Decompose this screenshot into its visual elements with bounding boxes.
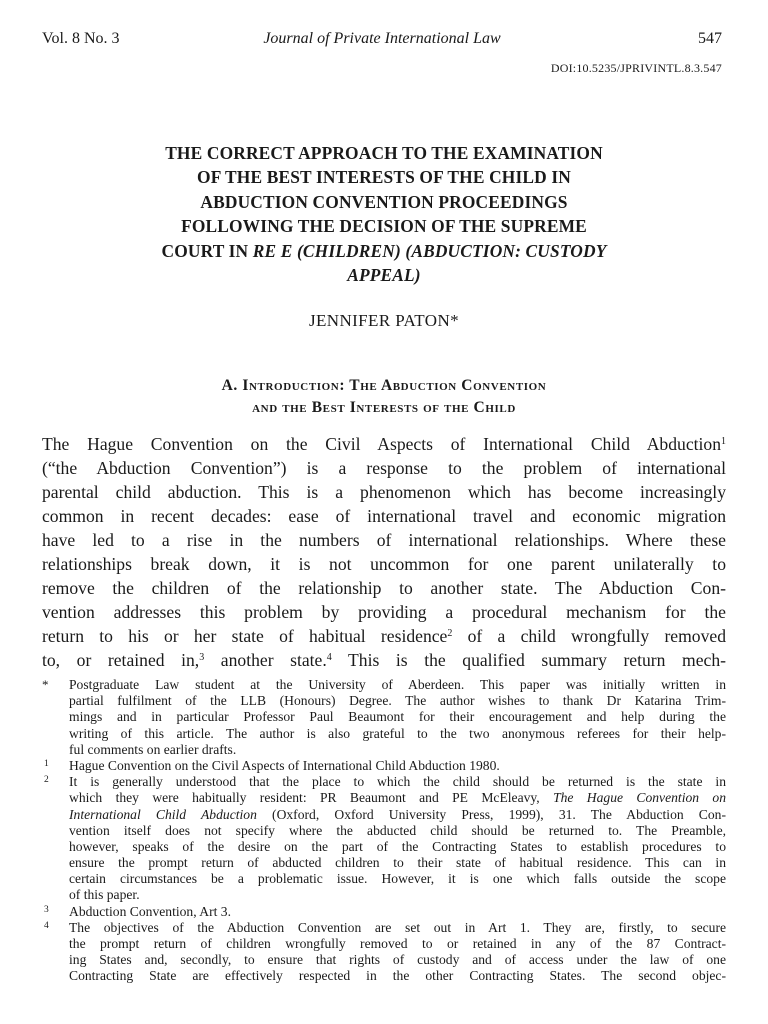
footnote-line: It is generally understood that the place to which the child should be returned is the state in [69,774,726,790]
doi: DOI:10.5235/JPRIVINTL.8.3.547 [550,61,722,75]
article-title [80,141,688,287]
body-line: have led to a rise in the numbers of international relationships. Where these [42,530,726,550]
footnote-mark: 2 [44,775,49,786]
body-line [42,648,726,672]
footnote-line: writing of this article. The author is also grateful to the two anonymous referees for their help- [69,725,726,741]
body-text: return to his or her state of habitual residence [42,626,448,646]
case-name: RE E (CHILDREN) (ABDUCTION: CUSTODY [252,240,607,261]
title-text: COURT IN [161,240,253,261]
footnotes [42,677,726,985]
footnote-line: Postgraduate Law student at the University of Aberdeen. This paper was initially written in [69,677,726,692]
footnote-ref[interactable]: 4 [326,652,332,663]
body-line: vention addresses this problem by providing a procedural mechanism for the [42,602,726,622]
book-title: International Child Abduction [69,806,257,822]
footnote-line: certain circumstances be a problematic issue. However, it is one which falls outside the scope [69,871,726,887]
body-line: relationships break down, it is not uncommon for one parent unilaterally to [42,554,726,574]
body-line [42,624,726,648]
footnote-ref[interactable]: 3 [199,652,205,663]
footnote-line: partial fulfilment of the LLB (Honours) Degree. The author wishes to thank Dr Katarina Trim- [69,693,726,709]
title-line: OF THE BEST INTERESTS OF THE CHILD IN [197,167,571,188]
footnote-ref[interactable]: 2 [447,628,453,639]
body-line: parental child abduction. This is a phenomenon which has become increasingly [42,482,726,502]
page-number: 547 [698,30,722,47]
body-text: to, or retained in, [42,650,200,670]
body-text: This is the qualified summary return mech- [331,650,726,670]
footnote-mark: * [42,677,49,692]
section-heading-line: A. Introduction: The Abduction Convention [221,377,547,394]
footnote-4 [42,920,726,985]
footnote-line [69,807,726,823]
footnote-line: Contracting State are effectively respected in the other Contracting States. The second objec- [69,968,726,984]
footnote-line: Hague Convention on the Civil Aspects of International Child Abduction 1980. [69,757,500,773]
title-line: THE CORRECT APPROACH TO THE EXAMINATION [165,143,603,163]
footnote-text: which they were habitually resident: PR Beaumont and PE McEleavy, [69,790,554,806]
book-title: The Hague Convention on [553,790,727,806]
footnote-line: The objectives of the Abduction Convention are set out in Art 1. They are, firstly, to secure [69,919,726,935]
body-line: common in recent decades: ease of international travel and economic migration [42,506,726,526]
footnote-line: ing States and, secondly, to ensure that rights of custody and of access under the law of one [69,952,726,968]
footnote-ref[interactable]: 1 [721,436,726,447]
footnote-line [69,790,726,806]
volume-issue: Vol. 8 No. 3 [42,30,120,47]
footnote-line: vention itself does not specify where the abducted child should be returned to. The Preamble, [69,822,726,838]
title-line [80,239,688,263]
body-text: The Hague Convention on the Civil Aspects of International Child Abduction [42,434,721,454]
body-line [42,432,726,456]
footnote-mark: 3 [44,904,49,915]
footnote-line: however, speaks of the desire on the part of the Contracting States to establish procedures to [69,838,726,854]
section-heading [60,375,708,419]
body-line: remove the children of the relationship to another state. The Abduction Con- [42,578,726,598]
footnote-line: Abduction Convention, Art 3. [69,903,231,919]
footnote-author [42,677,726,758]
footnote-line: ensure the prompt return of abducted children to their state of habitual residence. This can in [69,855,726,871]
footnote-3 [42,904,726,920]
body-text: another state. [204,650,327,670]
footnote-line: the prompt return of children wrongfully removed to or retained in any of the 87 Contract- [69,936,726,951]
footnote-line: of this paper. [69,887,140,903]
body-text: of a child wrongfully removed [452,626,726,646]
footnote-2 [42,774,726,904]
author-name: JENNIFER PATON* [308,311,460,330]
title-line: FOLLOWING THE DECISION OF THE SUPREME [181,216,587,237]
footnote-mark: 1 [44,758,49,769]
body-line: (“the Abduction Convention”) is a response to the problem of international [42,458,726,478]
journal-title: Journal of Private International Law [263,30,501,47]
footnote-mark: 4 [44,920,49,931]
title-line: APPEAL) [347,265,421,286]
footnote-line: mings and in particular Professor Paul Beaumont for their encouragement and help during the [69,709,726,725]
footnote-line: ful comments on earlier drafts. [69,741,237,757]
title-line: ABDUCTION CONVENTION PROCEEDINGS [200,191,568,212]
section-heading-line: and the Best Interests of the Child [252,399,516,416]
body-paragraph [42,432,726,672]
running-head [42,30,722,52]
footnote-text: (Oxford, Oxford University Press, 1999), 31. The Abduction Con- [256,806,726,822]
footnote-1 [42,758,726,774]
